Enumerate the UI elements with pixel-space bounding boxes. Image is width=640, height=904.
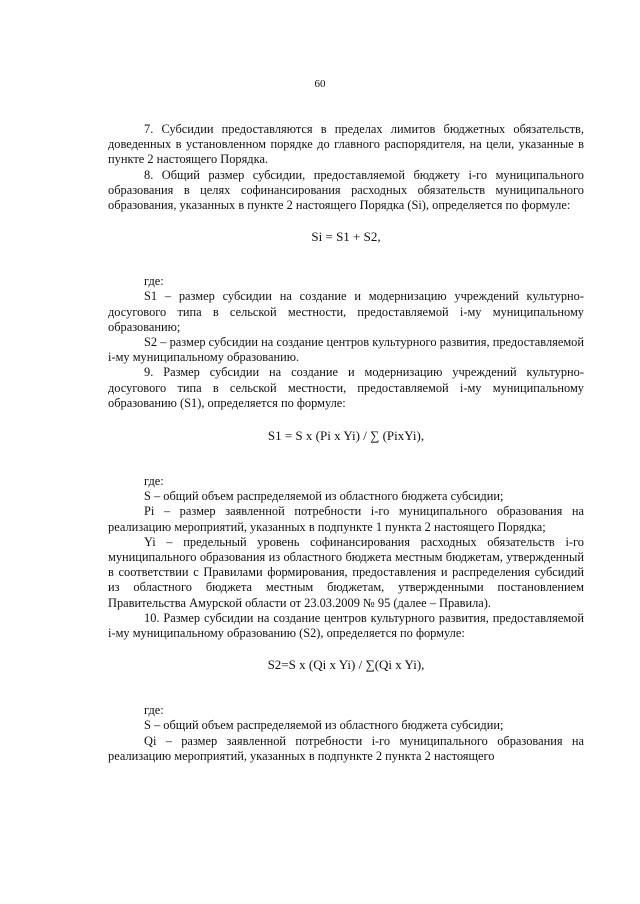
where-label: где: [144, 474, 164, 489]
definition-s2: S2 – размер субсидии на создание центров культурного развития, предоставляемой i-му муниципальному образованию. [108, 335, 584, 365]
definition-s: S – общий объем распределяемой из областного бюджета субсидии; [144, 718, 504, 733]
paragraph-10: 10. Размер субсидии на создание центров культурного развития, предоставляемой i-му муниципальному образованию (S2), определяется по формуле: [108, 610, 584, 641]
formula-s2: S2=S x (Qi x Yi) / ∑(Qi x Yi), [267, 657, 425, 673]
paragraph-8: 8. Общий размер субсидии, предоставляемой бюджету i-го муниципального образования в целях софинансирования расходных обязательств муниципального образования, указанных в пункте 2 настоящего Порядка (Si), определяется по формуле: [108, 167, 584, 213]
document-body [108, 122, 584, 764]
where-label: где: [144, 703, 164, 718]
formula-si: Si = S1 + S2, [311, 229, 381, 245]
definition-s1: S1 – размер субсидии на создание и модернизацию учреждений культурно-досугового типа в сельской местности, предоставляемой i-му муниципальному образованию; [108, 289, 584, 334]
definition-yi: Yi – предельный уровень софинансирования расходных обязательств i-го муниципального образования из областного бюджета местным бюджетам, утвержденный в соответствии с Правилами формирования, предоставления и распределения субсидий из областного бюджета местным бюджетам, утвержденными постановлением Правительства Амурской области от 23.03.2009 № 95 (далее – Правила). [108, 534, 584, 610]
paragraph-7: 7. Субсидии предоставляются в пределах лимитов бюджетных обязательств, доведенных в установленном порядке до главного распорядителя, на цели, указанные в пункте 2 настоящего Порядка. [108, 122, 584, 167]
formula-s1: S1 = S x (Pi x Yi) / ∑ (PixYi), [267, 428, 425, 444]
where-label: где: [144, 274, 164, 289]
definition-qi: Qi – размер заявленной потребности i-го муниципального образования на реализацию мероприятий, указанных в подпункте 2 пункта 2 настоящего [108, 733, 584, 763]
page-number: 60 [314, 78, 326, 90]
paragraph-9: 9. Размер субсидии на создание и модернизацию учреждений культурно-досугового типа в сельской местности, предоставляемой i-му муниципальному образованию (S1), определяется по формуле: [108, 365, 584, 410]
definition-s: S – общий объем распределяемой из областного бюджета субсидии; [144, 489, 504, 504]
definition-pi: Pi – размер заявленной потребности i-го муниципального образования на реализацию мероприятий, указанных в подпункте 1 пункта 2 настоящего Порядка; [108, 504, 584, 534]
